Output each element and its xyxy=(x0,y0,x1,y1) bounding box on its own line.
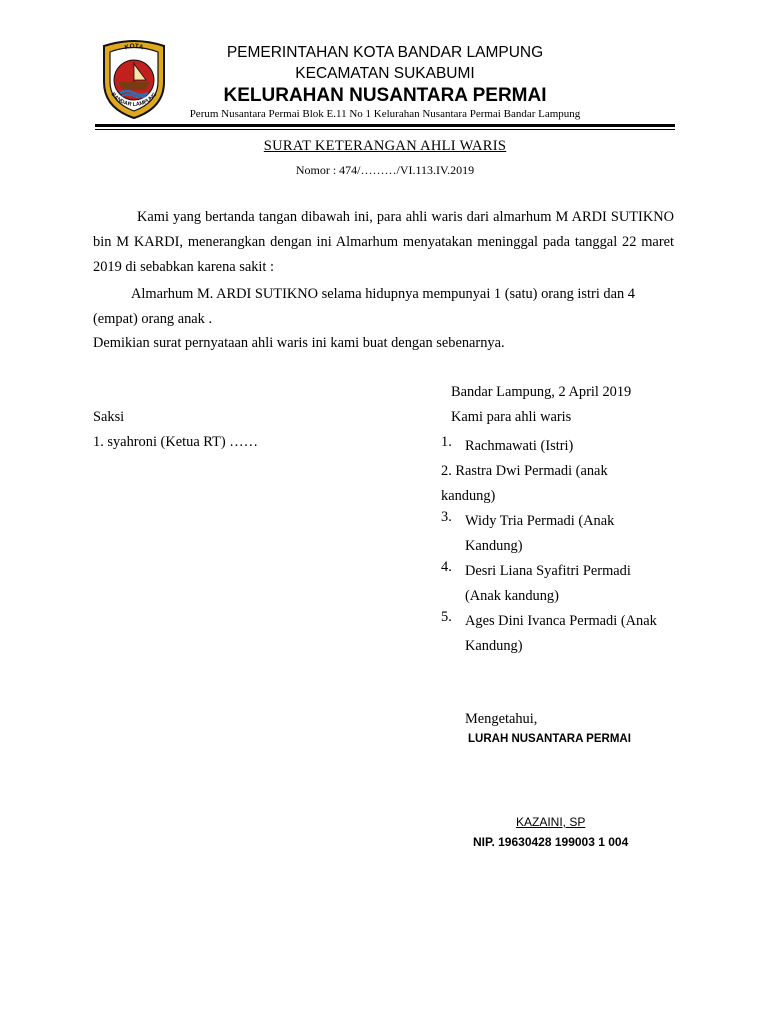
heir-entry: Rachmawati (Istri) xyxy=(465,438,574,454)
district-name: KECAMATAN SUKABUMI xyxy=(295,65,475,82)
government-name: PEMERINTAHAN KOTA BANDAR LAMPUNG xyxy=(226,44,544,61)
heir-entry: Desri Liana Syafitri Permadi (Anak kandung) xyxy=(465,563,631,604)
heir-entry: Widy Tria Permadi (Anak Kandung) xyxy=(465,513,615,554)
heir-number: 1. xyxy=(441,434,452,450)
acknowledged-label: Mengetahui, xyxy=(465,711,538,727)
body-paragraph-3: Demikian surat pernyataan ahli waris ini kami buat dengan sebenarnya. xyxy=(93,335,505,351)
body-paragraph-1: Kami yang bertanda tangan dibawah ini, para ahli waris dari almarhum M ARDI SUTIKNO bin M KARDI, menerangkan dengan ini Almarhum menyatakan meninggal pada tanggal 22 maret 2019 di sebabkan karena sakit : xyxy=(93,209,674,275)
village-name: KELURAHAN NUSANTARA PERMAI xyxy=(223,85,547,106)
letterhead-divider-thin xyxy=(95,129,675,130)
heir-number: 4. xyxy=(441,559,452,575)
document-title: SURAT KETERANGAN AHLI WARIS xyxy=(263,138,507,154)
official-nip: NIP. 19630428 199003 1 004 xyxy=(473,835,629,849)
letterhead-divider xyxy=(95,124,675,127)
heir-number: 3. xyxy=(441,509,452,525)
office-address: Perum Nusantara Permai Blok E.11 No 1 Kelurahan Nusantara Permai Bandar Lampung xyxy=(189,108,581,120)
svg-text:KOTA: KOTA xyxy=(123,42,145,52)
heir-entry: Ages Dini Ivanca Permadi (Anak Kandung) xyxy=(465,613,657,654)
place-and-date: Bandar Lampung, 2 April 2019 xyxy=(451,384,632,400)
official-title: LURAH NUSANTARA PERMAI xyxy=(468,733,631,745)
heirs-label: Kami para ahli waris xyxy=(451,409,572,425)
svg-text:BANDAR LAMPUNG: BANDAR LAMPUNG xyxy=(109,91,159,109)
official-name: KAZAINI, SP xyxy=(516,815,586,829)
heir-entry: 2. Rastra Dwi Permadi (anak kandung) xyxy=(441,463,608,504)
heir-number: 5. xyxy=(441,609,452,625)
document-number: Nomor : 474/………/VI.113.IV.2019 xyxy=(295,163,475,177)
witness-entry: 1. syahroni (Ketua RT) …… xyxy=(93,434,258,450)
body-paragraph-2: Almarhum M. ARDI SUTIKNO selama hidupnya mempunyai 1 (satu) orang istri dan 4 (empat) orang anak . xyxy=(93,286,635,327)
witness-label: Saksi xyxy=(93,409,125,425)
